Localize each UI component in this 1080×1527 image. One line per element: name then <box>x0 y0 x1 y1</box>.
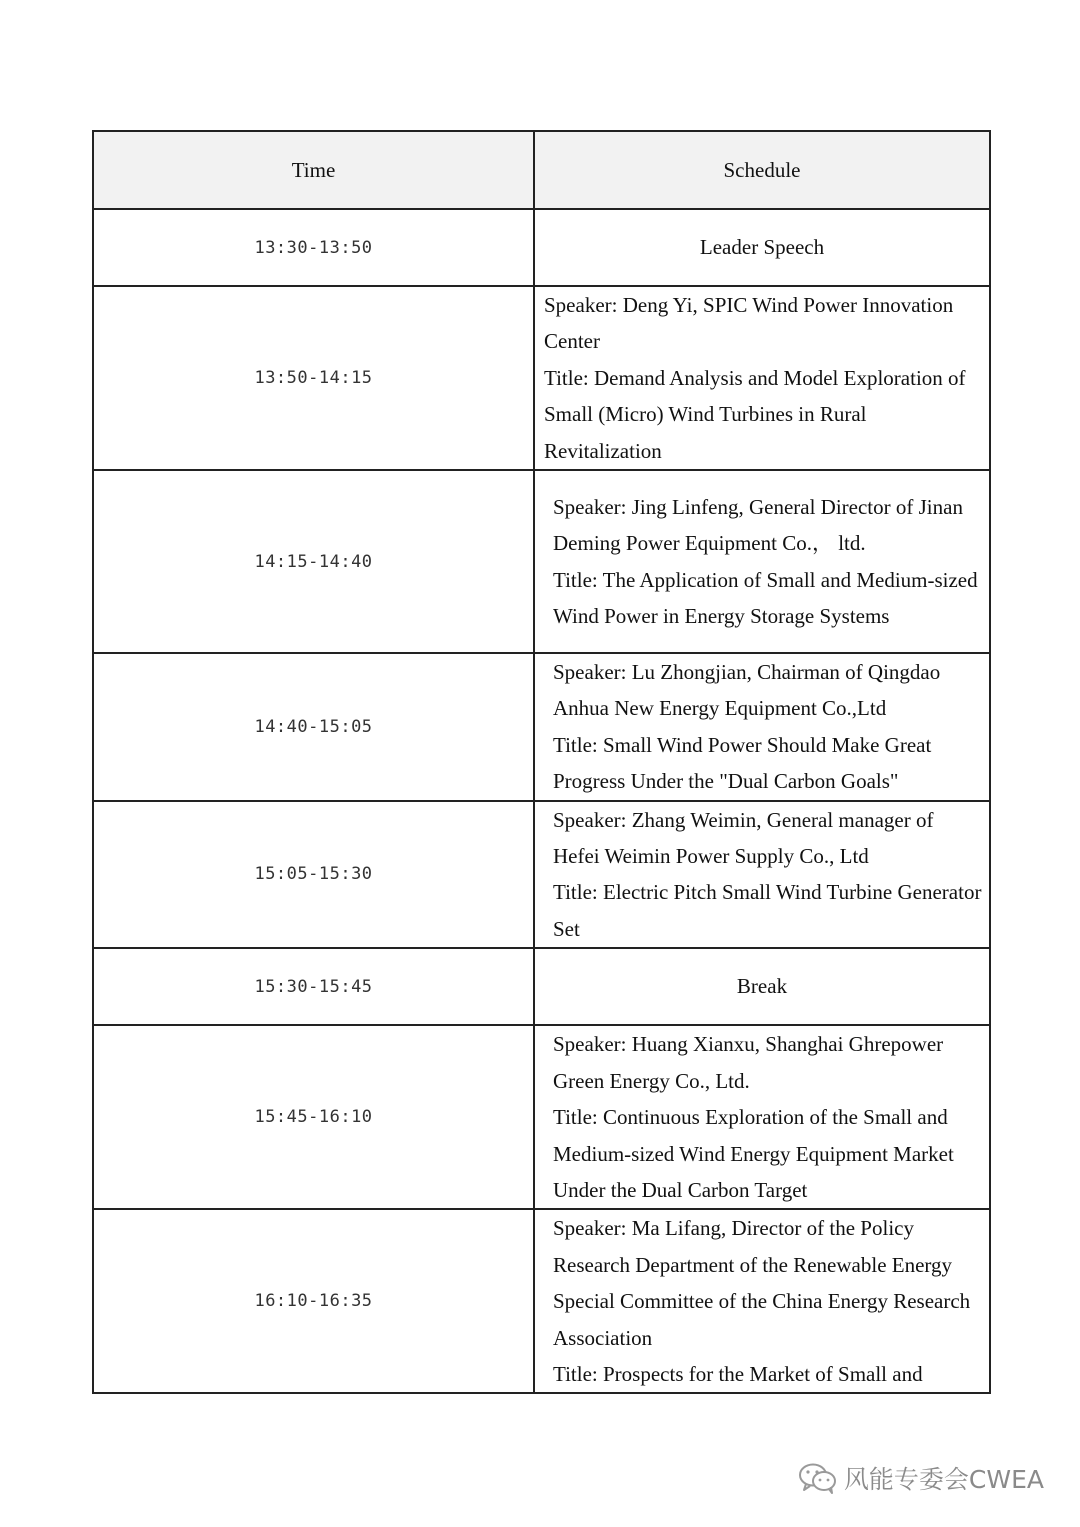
time-cell: 13:30-13:50 <box>93 209 534 286</box>
time-column-header: Time <box>93 131 534 209</box>
table-row <box>93 1025 990 1209</box>
table-row <box>93 801 990 949</box>
schedule-cell: Break <box>534 948 990 1025</box>
time-cell: 15:30-15:45 <box>93 948 534 1025</box>
talk-title-text: Title: Electric Pitch Small Wind Turbine Generator Set <box>553 880 982 941</box>
talk-title-text: Title: Continuous Exploration of the Small and Medium-sized Wind Energy Equipment Market Under the Dual Carbon Target <box>553 1105 954 1202</box>
schedule-column-header: Schedule <box>534 131 990 209</box>
table-row <box>93 653 990 801</box>
speaker-text: Speaker: Zhang Weimin, General manager of Hefei Weimin Power Supply Co., Ltd <box>553 807 934 869</box>
time-cell: 16:10-16:35 <box>93 1209 534 1393</box>
schedule-cell <box>534 286 990 470</box>
talk-title-text: Title: The Application of Small and Medium-sized Wind Power in Energy Storage Systems <box>553 567 978 628</box>
speaker-text: Speaker: Ma Lifang, Director of the Policy Research Department of the Renewable Energy Special Committee of the China Energy Research Association <box>553 1216 971 1350</box>
schedule-cell <box>534 1025 990 1209</box>
header-row <box>93 131 990 209</box>
time-cell: 15:05-15:30 <box>93 801 534 949</box>
talk-title-text: Title: Demand Analysis and Model Exploration of Small (Micro) Wind Turbines in Rural Revitalization <box>544 365 966 463</box>
table-row <box>93 209 990 286</box>
speaker-text: Speaker: Deng Yi, SPIC Wind Power Innovation Center <box>544 293 954 354</box>
table-row <box>93 948 990 1025</box>
wechat-icon <box>798 1461 838 1495</box>
talk-title-text: Title: Prospects for the Market of Small and <box>553 1361 923 1386</box>
table-row <box>93 1209 990 1393</box>
schedule-table <box>92 130 991 1394</box>
watermark-text: 风能专委会CWEA <box>843 1465 1044 1494</box>
time-cell: 15:45-16:10 <box>93 1025 534 1209</box>
speaker-text: Speaker: Lu Zhongjian, Chairman of Qingdao Anhua New Energy Equipment Co.,Ltd <box>553 660 941 721</box>
speaker-text: Speaker: Huang Xianxu, Shanghai Ghrepower Green Energy Co., Ltd. <box>553 1032 944 1093</box>
schedule-cell: Leader Speech <box>534 209 990 286</box>
schedule-cell <box>534 470 990 653</box>
time-cell: 14:40-15:05 <box>93 653 534 801</box>
talk-title-text: Title: Small Wind Power Should Make Great Progress Under the "Dual Carbon Goals" <box>553 732 932 794</box>
speaker-text: Speaker: Jing Linfeng, General Director of Jinan Deming Power Equipment Co.， ltd. <box>553 494 963 556</box>
table-row <box>93 470 990 653</box>
time-cell: 13:50-14:15 <box>93 286 534 470</box>
schedule-cell <box>534 1209 990 1393</box>
table-row <box>93 286 990 470</box>
schedule-cell <box>534 801 990 949</box>
time-cell: 14:15-14:40 <box>93 470 534 653</box>
watermark <box>798 1460 1044 1496</box>
schedule-cell <box>534 653 990 801</box>
